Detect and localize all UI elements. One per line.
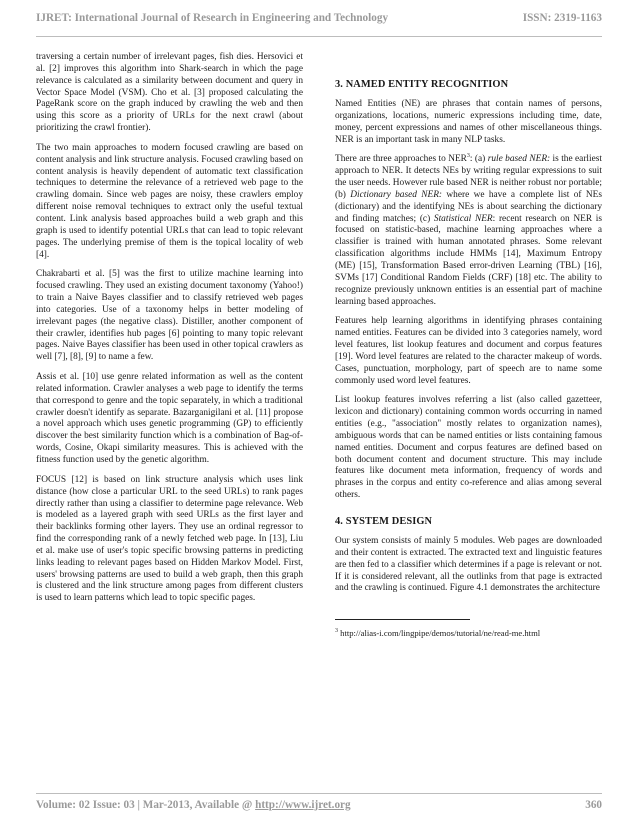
journal-title: IJRET: International Journal of Research in Engineering and Technology [36, 12, 389, 24]
footnote [335, 628, 602, 639]
footer-volume [36, 799, 351, 811]
right-column [335, 52, 602, 639]
left-column [36, 52, 303, 613]
footnote-ref: 3 [466, 153, 470, 160]
emphasis: Statistical NER [433, 213, 493, 224]
volume-text: Volume: 02 Issue: 03 | Mar-2013, Available @ [36, 799, 256, 811]
text-run: There are three approaches to NER [335, 154, 467, 165]
paragraph: Named Entities (NE) are phrases that contain names of persons, organizations, locations, numeric expressions including time, date, money, percent expressions and names of other miscellaneous things. NER is an important task in many NLP tasks. [335, 99, 602, 145]
paragraph: List lookup features involves referring a list (also called gazetteer, lexicon and dictionary) containing common words occurring in named entities (e.g., "association" mostly relates to organization names), ambiguous words that can be named entities or lists containing famous named entities. Document and corpus features are defined based on both document content and document structure. This may include features like document meta information, frequency of words and phrases in the corpus and entity co-reference and alias among several others. [335, 395, 602, 501]
section-heading-4: 4. SYSTEM DESIGN [335, 516, 433, 527]
paragraph: The two main approaches to modern focused crawling are based on content analysis and link structure analysis. Focused crawling based on content analysis is heavily dependent of automatic text classification techniques to determine the relevance of a retrieved web page to the crawling domain. Since web pages are noisy, these crawlers employ different noise removal techniques to extract only the useful textual content. Link analysis based approaches build a web graph and this graph is used to identify potential URLs that can lead to topic relevant pages. The underlying premise of them is the topical locality of web [4]. [36, 142, 303, 260]
text-run: where we have a complete list of NEs (dictionary) and the identifying NEs is about searching the dictionary and finding matches; (c) [335, 189, 603, 224]
text-run: : recent research on NER is focused on statistic-based, machine learning approaches where a classifier is trained with human annotated phrases. Some relevant classification algorithms include HMMs [14], Maximum Entropy (ME) [15], Transformation Based error-driven Learning (TBL) [16], SVMs [17] Conditional Random Fields (CRF) [18] etc. The ability to recognize previously unknown entities is an essential part of machine learning based approaches. [335, 213, 602, 307]
issn: ISSN: 2319-1163 [522, 12, 602, 24]
footnote-mark: 3 [335, 628, 338, 635]
journal-link[interactable]: http://www.ijret.org [255, 799, 351, 811]
footnote-url[interactable]: http://alias-i.com/lingpipe/demos/tutorial/ne/read-me.html [338, 628, 541, 639]
paragraph: Our system consists of mainly 5 modules. Web pages are downloaded and their content is extracted. The extracted text and linguistic features are then fed to a classifier which determines if a page is relevant or not. If it is considered relevant, all the outlinks from that page is extracted and the crawling is continued. Figure 4.1 demonstrates the architecture [335, 536, 602, 594]
text-run: is the earliest approach to NER. It detects NEs by writing regular expressions to suit the user needs. However rule based NER is neither robust nor portable; (b) [335, 154, 602, 200]
paragraph: Features help learning algorithms in identifying phrases containing named entities. Features can be divided into 3 categories namely, word level features, list lookup features and document and corpus features [19]. Word level features are related to the character makeup of words. Cases, punctuation, morphology, part of speech are to name some commonly used word level features. [335, 316, 602, 386]
paragraph: FOCUS [12] is based on link structure analysis which uses link distance (how close a particular URL to the seed URLs) to rank pages directly rather than using a classifier to determine page relevance. Web is modeled as a layered graph with seed URLs as the first layer and their backlinks forming other layers. They use an ordinal regressor to find the corresponding rank of a newly fetched web page. In [13], Liu et al. make use of user's topic specific browsing patterns in predicting links leading to relevant pages based on Hidden Markov Model. First, users' browsing patterns are used to build a web graph, then this graph is clustered and the link structure among pages from different clusters is used to learn patterns which lead to topic specific pages. [36, 474, 303, 604]
paragraph: Chakrabarti et al. [5] was the first to utilize machine learning into focused crawling. They used an existing document taxonomy (Yahoo!) to train a Naive Bayes classifier and to classify retrieved web pages into categories. Use of a taxonomy helps in better modeling of irrelevant pages (the negative class). Distiller, another component of their crawler, identifies hub pages [6] pointing to many topic relevant pages. Naive Bayes classifier has been used in other topical crawlers as well [7], [8], [9] to name a few. [36, 269, 303, 363]
paragraph: Assis et al. [10] use genre related information as well as the content related information. Crawler analyses a web page to identify the terms that correspond to genre and the topic separately, in which a traditional crawler doesn't identify as separate. Bazarganigilani et al. [11] propose a novel approach which uses genetic programming (GP) to efficiently discover the best similarity function which is a combination of Bag-of-words, Cosine, Okapi similarity measures. This is achieved with the fitness function used by the genetic algorithm. [36, 372, 303, 465]
header-rule [36, 36, 602, 37]
paragraph: traversing a certain number of irrelevant pages, fish dies. Hersovici et al. [2] improves this algorithm into Shark-search in which the page relevance is calculated as a similarity between document and query in Vector Space Model (VSM). Cho et al. [3] proposed calculating the PageRank score on the graph induced by crawling the web and then using this score as a priority of URLs for the next crawl (about prioritizing the crawl frontier). [36, 52, 303, 134]
emphasis: Dictionary based NER: [350, 189, 443, 200]
footnote-rule [335, 619, 470, 620]
footer-rule [36, 793, 602, 794]
text-run: : (a) [469, 154, 488, 165]
page-header [36, 12, 602, 34]
page-number: 360 [585, 799, 602, 811]
section-heading-3: 3. NAMED ENTITY RECOGNITION [335, 79, 509, 90]
paragraph [335, 154, 602, 308]
emphasis: rule based NER: [487, 154, 551, 165]
page-footer [36, 799, 602, 817]
